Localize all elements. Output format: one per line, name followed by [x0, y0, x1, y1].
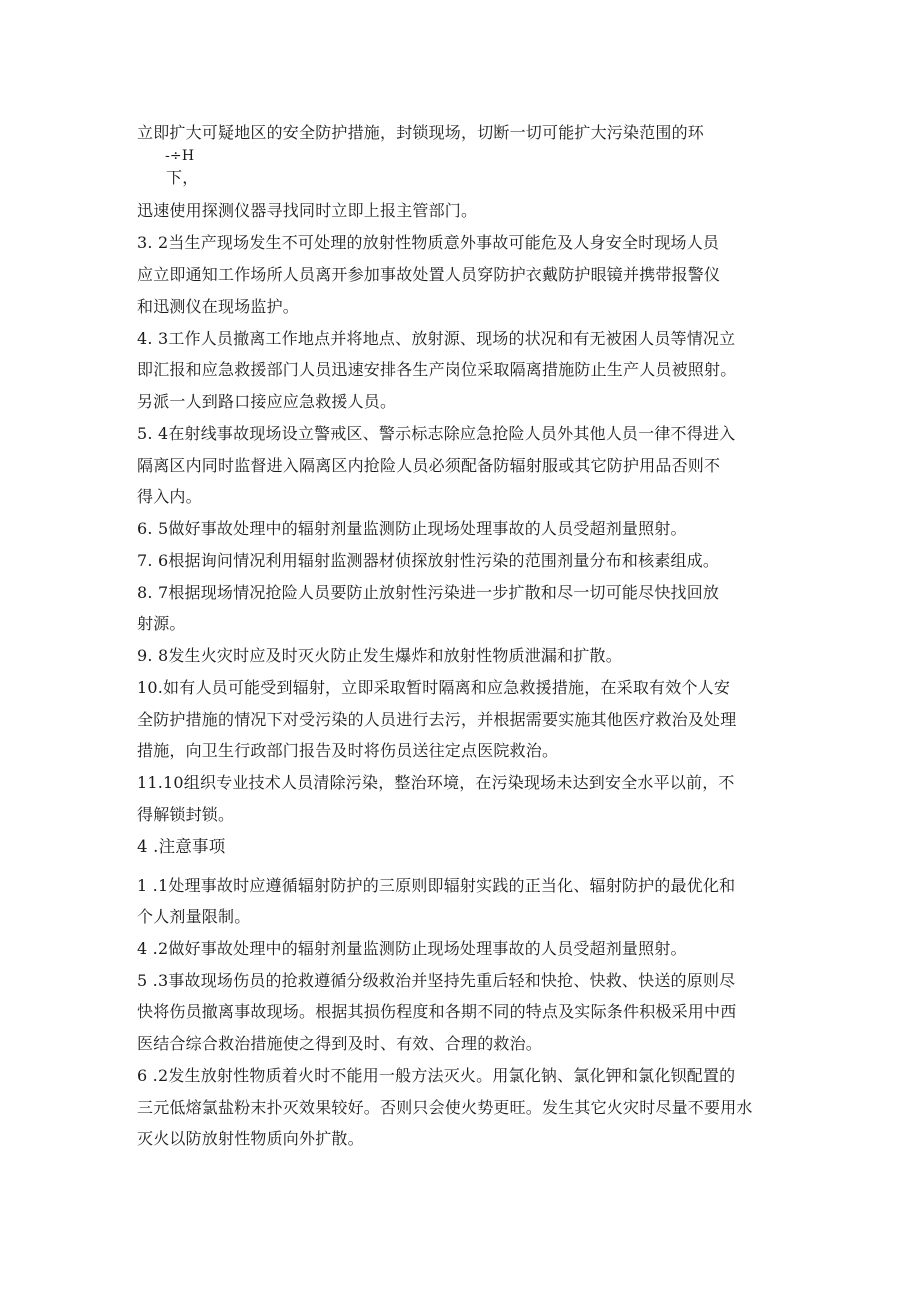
text-line: 应立即通知工作场所人员离开参加事故处置人员穿防护衣戴防护眼镜并携带报警仪 — [137, 265, 721, 284]
text-line: 6. 5做好事故处理中的辐射剂量监测防止现场处理事故的人员受超剂量照射。 — [137, 519, 687, 538]
text-line: 9. 8发生火灾时应及时灭火防止发生爆炸和放射性物质泄漏和扩散。 — [137, 646, 622, 665]
text-line: 10.如有人员可能受到辐射，立即采取暂时隔离和应急救援措施，在采取有效个人安 — [137, 678, 731, 697]
text-line: 11.10组织专业技术人员清除污染，整治环境，在污染现场未达到安全水平以前，不 — [137, 773, 735, 792]
text-line: 即汇报和应急救援部门人员迅速安排各生产岗位采取隔离措施防止生产人员被照射。 — [137, 360, 737, 379]
text-line: 个人剂量限制。 — [137, 907, 251, 926]
text-line: 8. 7根据现场情况抢险人员要防止放射性污染进一步扩散和尽一切可能尽快找回放 — [137, 583, 720, 602]
text-line: 全防护措施的情况下对受污染的人员进行去污，并根据需要实施其他医疗救治及处理 — [137, 710, 737, 729]
text-line: 快将伤员撤离事故现场。根据其损伤程度和各期不同的特点及实际条件积极采用中西 — [137, 1002, 737, 1021]
text-line: -÷H — [165, 148, 195, 164]
text-line: 1 .1处理事故时应遵循辐射防护的三原则即辐射实践的正当化、辐射防护的最优化和 — [137, 876, 736, 895]
text-line: 迅速使用探测仪器寻找同时立即上报主管部门。 — [137, 201, 478, 220]
text-line: 三元低熔氯盐粉末扑灭效果较好。否则只会使火势更旺。发生其它火灾时尽量不要用水 — [137, 1098, 753, 1117]
text-line: 7. 6根据询问情况利用辐射监测器材侦探放射性污染的范围剂量分布和核素组成。 — [137, 551, 720, 570]
text-line: 射源。 — [137, 614, 186, 633]
text-line: 4 .2做好事故处理中的辐射剂量监测防止现场处理事故的人员受超剂量照射。 — [137, 939, 687, 958]
text-line: 另派一人到路口接应应急救援人员。 — [137, 392, 397, 411]
text-line: 6 .2发生放射性物质着火时不能用一般方法灭火。用氯化钠、氯化钾和氯化钡配置的 — [137, 1066, 736, 1085]
text-line: 立即扩大可疑地区的安全防护措施，封锁现场，切断一切可能扩大污染范围的环 — [137, 123, 705, 142]
text-line: 下， — [166, 168, 199, 187]
text-line: 5. 4在射线事故现场设立警戒区、警示标志除应急抢险人员外其他人员一律不得进入 — [137, 424, 736, 443]
text-line: 得解锁封锁。 — [137, 805, 235, 824]
text-line: 隔离区内同时监督进入隔离区内抢险人员必须配备防辐射服或其它防护用品否则不 — [137, 456, 721, 475]
text-line: 和迅测仪在现场监护。 — [137, 297, 300, 316]
text-line: 灭火以防放射性物质向外扩散。 — [137, 1129, 364, 1148]
text-line: 措施，向卫生行政部门报告及时将伤员送往定点医院救治。 — [137, 741, 559, 760]
section-heading: 4 .注意事项 — [137, 837, 226, 856]
text-line: 医结合综合救治措施使之得到及时、有效、合理的救治。 — [137, 1034, 543, 1053]
text-line: 得入内。 — [137, 487, 202, 506]
text-line: 3. 2当生产现场发生不可处理的放射性物质意外事故可能危及人身安全时现场人员 — [137, 233, 720, 252]
text-line: 5 .3事故现场伤员的抢救遵循分级救治并坚持先重后轻和快抢、快救、快送的原则尽 — [137, 971, 736, 990]
text-line: 4. 3工作人员撤离工作地点并将地点、放射源、现场的状况和有无被困人员等情况立 — [137, 329, 736, 348]
